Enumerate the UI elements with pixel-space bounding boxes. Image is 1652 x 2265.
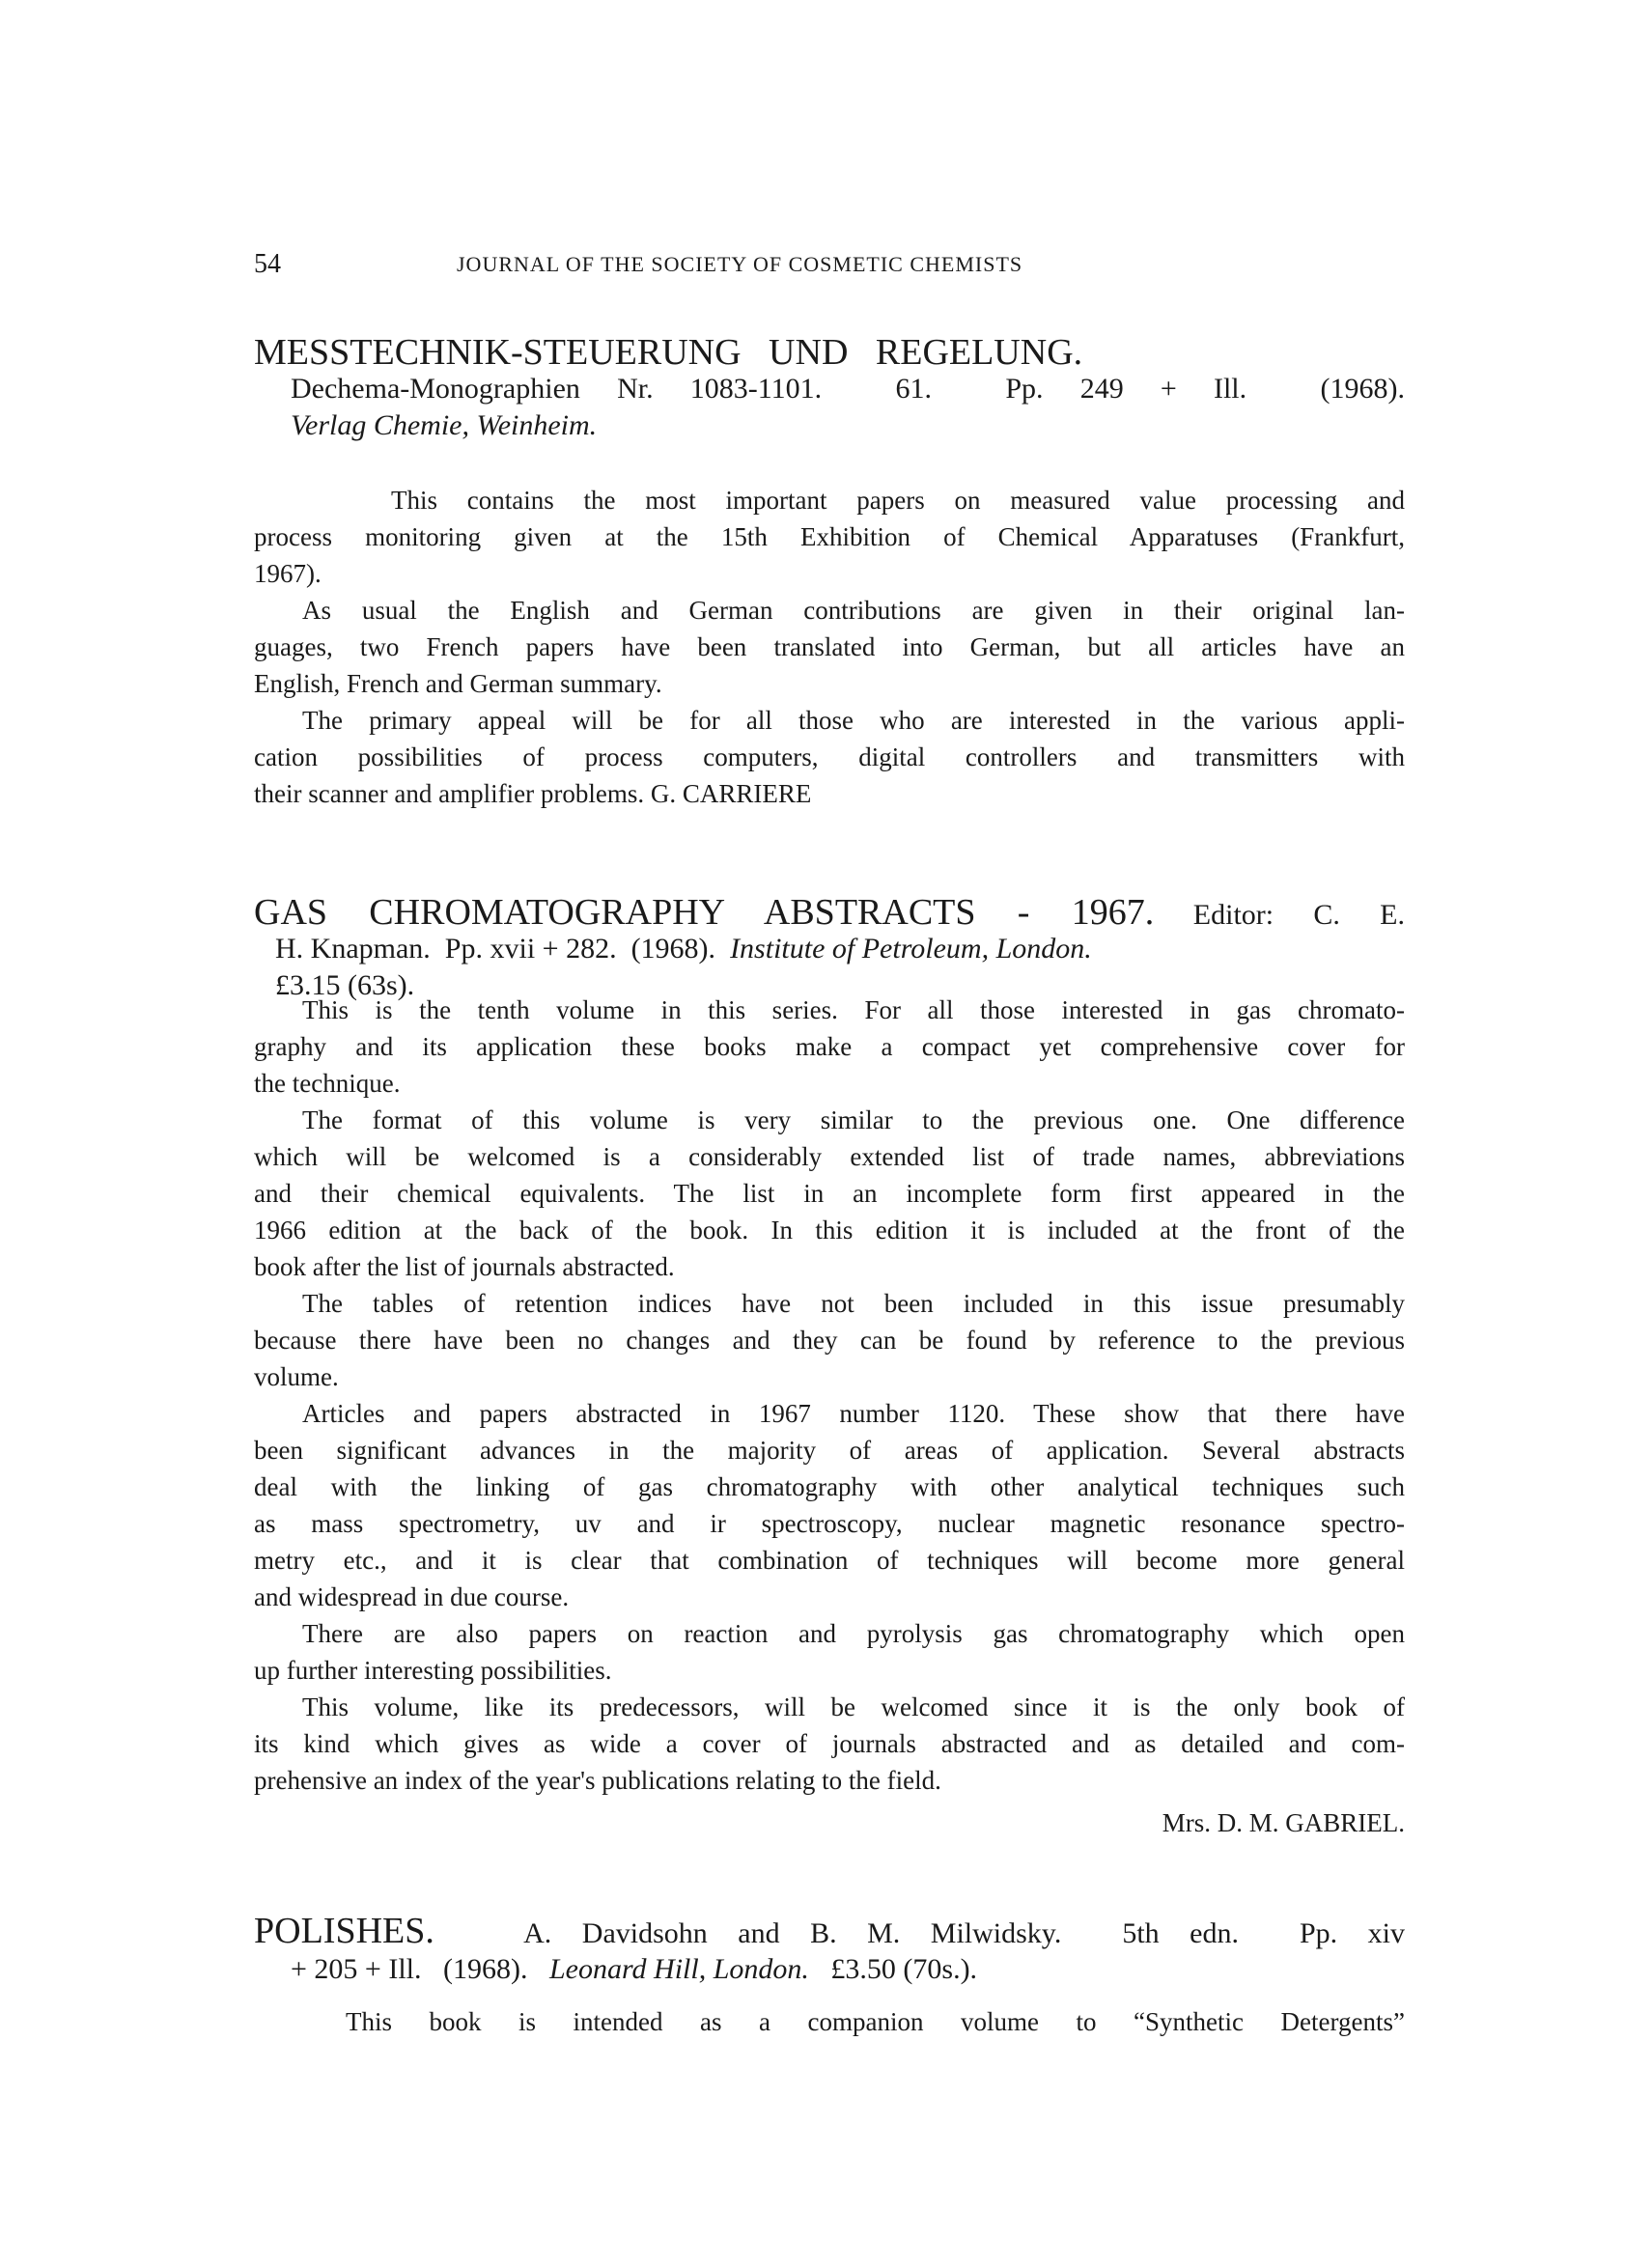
body-line: graphy and its application these books make a compact yet comprehensive cover for: [254, 1032, 1405, 1061]
body-line: English, French and German summary.: [254, 669, 662, 698]
body-line: and their chemical equivalents. The list in an incomplete form first appeared in the: [254, 1179, 1405, 1208]
review-editor: Editor: C. E.: [1192, 899, 1405, 931]
body-line: The format of this volume is very similar to the previous one. One difference: [302, 1105, 1405, 1134]
review-1-body: [254, 482, 1405, 812]
body-line: process monitoring given at the 15th Exhibition of Chemical Apparatuses (Frankfurt,: [254, 522, 1405, 551]
review-authors: A. Davidsohn and B. M. Milwidsky. 5th edn. Pp. xiv: [523, 1917, 1405, 1949]
reviewer-signature: Mrs. D. M. GABRIEL.: [1162, 1808, 1405, 1837]
review-body-line: This book is intended as a companion volume to “Synthetic Detergents”: [346, 2007, 1405, 2036]
body-line: as mass spectrometry, uv and ir spectroscopy, nuclear magnetic resonance spectro-: [254, 1509, 1405, 1538]
review-publisher: Institute of Petroleum, London.: [730, 933, 1092, 965]
body-line: guages, two French papers have been translated into German, but all articles have an: [254, 632, 1405, 661]
body-line: volume.: [254, 1362, 339, 1391]
body-line: their scanner and amplifier problems. G. CARRIERE: [254, 779, 812, 808]
review-publisher: Verlag Chemie, Weinheim.: [291, 409, 598, 441]
review-author-pages: H. Knapman. Pp. xvii + 282. (1968).: [275, 933, 716, 965]
body-line: As usual the English and German contributions are given in their original lan-: [302, 596, 1405, 625]
body-line: The primary appeal will be for all those who are interested in the various appli-: [302, 706, 1405, 735]
running-header: [254, 246, 1405, 283]
review-1-heading: [254, 334, 1405, 444]
body-line: the technique.: [254, 1069, 401, 1098]
review-publisher: Leonard Hill, London.: [548, 1953, 809, 1985]
review-2-body: [254, 992, 1405, 1799]
review-title: GAS CHROMATOGRAPHY ABSTRACTS - 1967.: [254, 894, 1155, 931]
review-details: Dechema-Monographien Nr. 1083-1101. 61. Pp. 249 + Ill. (1968).: [291, 373, 1405, 405]
review-details: [275, 931, 1405, 967]
body-line: The tables of retention indices have not been included in this issue presumably: [302, 1289, 1405, 1318]
body-line: which will be welcomed is a considerably extended list of trade names, abbreviations: [254, 1142, 1405, 1171]
body-line: and widespread in due course.: [254, 1582, 570, 1611]
review-title-line: [254, 1913, 1405, 1949]
body-line: book after the list of journals abstracted.: [254, 1252, 675, 1281]
review-title: MESSTECHNIK-STEUERUNG UND REGELUNG.: [254, 332, 1083, 373]
body-line: been significant advances in the majority of areas of application. Several abstracts: [254, 1436, 1405, 1465]
body-line: 1966 edition at the back of the book. In this edition it is included at the front of the: [254, 1216, 1405, 1244]
journal-title: JOURNAL OF THE SOCIETY OF COSMETIC CHEMISTS: [457, 252, 1023, 276]
review-3-heading: [254, 1913, 1405, 2040]
body-line: This is the tenth volume in this series. For all those interested in gas chromato-: [302, 995, 1405, 1024]
body-line: up further interesting possibilities.: [254, 1656, 612, 1685]
body-line: because there have been no changes and they can be found by reference to the previous: [254, 1326, 1405, 1355]
review-title-line: [254, 894, 1405, 931]
body-line: Articles and papers abstracted in 1967 number 1120. These show that there have: [302, 1399, 1405, 1428]
body-line: 1967).: [254, 559, 322, 588]
body-line: There are also papers on reaction and pyrolysis gas chromatography which open: [302, 1619, 1405, 1648]
page-number: 54: [254, 249, 281, 279]
body-line: This volume, like its predecessors, will be welcomed since it is the only book of: [302, 1692, 1405, 1721]
review-2-heading: [254, 894, 1405, 1004]
review-title: POLISHES.: [254, 1913, 434, 1949]
body-line: cation possibilities of process computers, digital controllers and transmitters with: [254, 742, 1405, 771]
body-line: prehensive an index of the year's publications relating to the field.: [254, 1766, 941, 1795]
review-pages: + 205 + Ill. (1968).: [291, 1953, 528, 1985]
body-line: metry etc., and it is clear that combination of techniques will become more general: [254, 1546, 1405, 1575]
body-line: deal with the linking of gas chromatography with other analytical techniques such: [254, 1472, 1405, 1501]
review-price: £3.15 (63s).: [275, 969, 415, 1001]
body-line: its kind which gives as wide a cover of journals abstracted and as detailed and com-: [254, 1729, 1405, 1758]
body-line: This contains the most important papers on measured value processing and: [391, 486, 1405, 515]
review-details: [291, 1951, 1405, 1988]
review-price: £3.50 (70s.).: [830, 1953, 978, 1985]
